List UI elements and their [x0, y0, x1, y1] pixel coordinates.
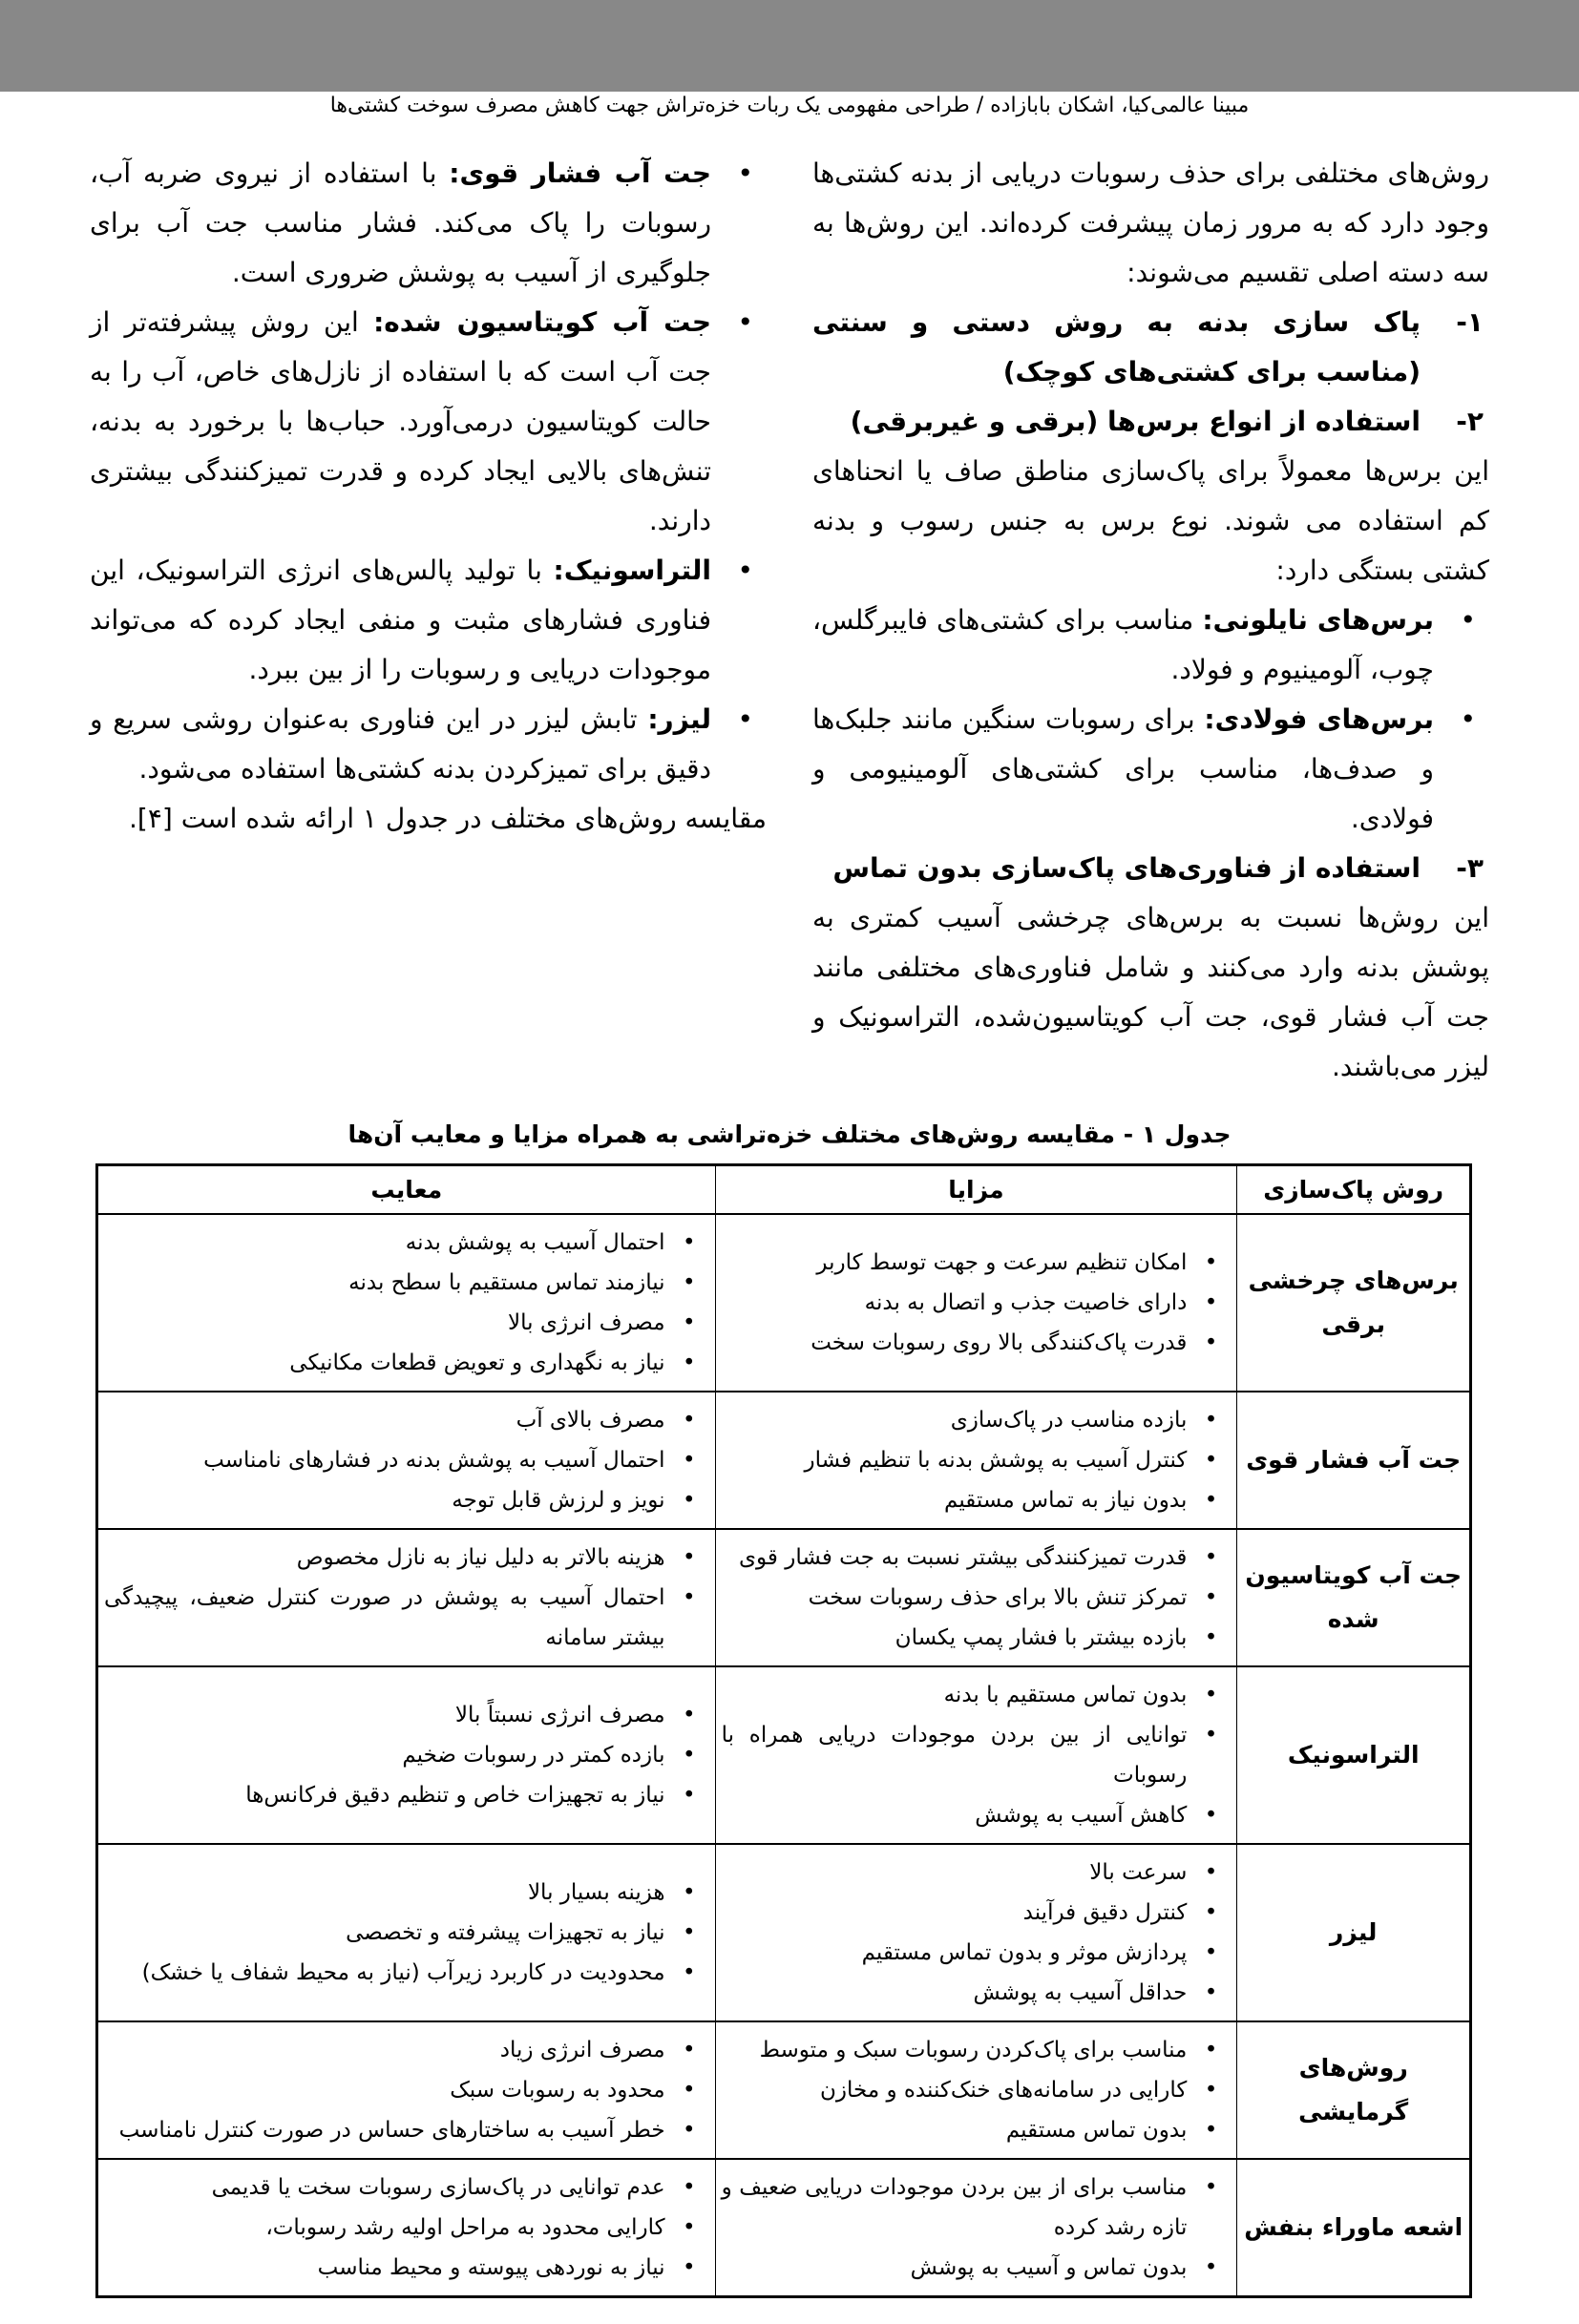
- pros-list: [722, 1243, 1232, 1363]
- table-bullet-item: • کارایی محدود به مراحل اولیه رشد رسوبات،: [104, 2208, 709, 2248]
- table-row: [97, 1844, 1471, 2021]
- table-bullet-item: • دارای خاصیت جذب و اتصال به بدنه: [722, 1283, 1232, 1323]
- header-method: روش پاک‌سازی: [1237, 1165, 1471, 1215]
- list-item: [90, 695, 767, 794]
- column-left: [90, 149, 767, 1092]
- bullet-text: تابش لیزر در این فناوری به‌عنوان روشی سریع و دقیق برای تمیزکردن بدنه کشتی‌ها استفاده می‌شود.: [90, 703, 711, 785]
- pros-list: [722, 1853, 1232, 2013]
- pros-cell: [715, 1392, 1237, 1529]
- pros-list: [722, 2167, 1232, 2288]
- table-bullet-item: • نیازمند تماس مستقیم با سطح بدنه: [104, 1263, 709, 1303]
- bullet-text: مناسب برای کشتی‌های فایبرگلس، چوب، آلومینیوم و فولاد.: [812, 604, 1434, 685]
- pros-cell: [715, 1666, 1237, 1844]
- cons-list: [104, 1873, 709, 1993]
- method-cell: اشعه ماوراء بنفش: [1237, 2159, 1471, 2297]
- bullet-label: برس‌های فولادی:: [1204, 703, 1435, 735]
- table-bullet-item: • بدون تماس و آسیب به پوشش: [722, 2248, 1232, 2288]
- method-cell: جت آب فشار قوی: [1237, 1392, 1471, 1529]
- pros-list: [722, 1538, 1232, 1658]
- table-bullet-item: • کاهش آسیب به پوشش: [722, 1795, 1232, 1835]
- table-row: [97, 1392, 1471, 1529]
- article-body: [90, 149, 1489, 1092]
- cons-list: [104, 1223, 709, 1383]
- header-pros: مزایا: [715, 1165, 1237, 1215]
- table-bullet-item: • احتمال آسیب به پوشش بدنه: [104, 1223, 709, 1263]
- table-bullet-item: • مصرف انرژی بالا: [104, 1303, 709, 1343]
- table-header-row: [97, 1165, 1471, 1215]
- header-cons: معایب: [97, 1165, 716, 1215]
- table-bullet-item: • بازده کمتر در رسوبات ضخیم: [104, 1735, 709, 1775]
- table-bullet-item: • مصرف انرژی زیاد: [104, 2030, 709, 2070]
- comparison-table: [95, 1163, 1472, 2298]
- cons-list: [104, 1695, 709, 1815]
- table-bullet-item: • پردازش موثر و بدون تماس مستقیم: [722, 1933, 1232, 1973]
- table-bullet-item: • بازده بیشتر با فشار پمپ یکسان: [722, 1618, 1232, 1658]
- pros-cell: [715, 2021, 1237, 2159]
- item-text: پاک سازی بدنه به روش دستی و سنتی (مناسب برای کشتی‌های کوچک): [812, 306, 1421, 387]
- item-number: ۲-: [1456, 406, 1484, 437]
- table-bullet-item: • بدون نیاز به تماس مستقیم: [722, 1480, 1232, 1520]
- table-bullet-item: • نیاز به تجهیزات خاص و تنظیم دقیق فرکانس‌ها: [104, 1775, 709, 1815]
- cons-cell: [97, 2159, 716, 2297]
- table-bullet-item: • بدون تماس مستقیم با بدنه: [722, 1675, 1232, 1715]
- table-bullet-item: • توانایی از بین بردن موجودات دریایی همراه با رسوبات: [722, 1715, 1232, 1795]
- table-row: [97, 1214, 1471, 1392]
- numbered-item-1: [812, 298, 1489, 397]
- table-bullet-item: • نویز و لرزش قابل توجه: [104, 1480, 709, 1520]
- method-cell: روش‌های گرمایشی: [1237, 2021, 1471, 2159]
- pros-cell: [715, 2159, 1237, 2297]
- technologies-list: [90, 149, 767, 794]
- brush-types-list: [812, 596, 1489, 844]
- numbered-item-3: [812, 844, 1489, 893]
- bullet-label: برس‌های نایلونی:: [1202, 604, 1434, 636]
- cons-cell: [97, 2021, 716, 2159]
- table-bullet-item: • تمرکز تنش بالا برای حذف رسوبات سخت: [722, 1578, 1232, 1618]
- table-bullet-item: • کارایی در سامانه‌های خنک‌کننده و مخازن: [722, 2070, 1232, 2110]
- table-bullet-item: • نیاز به تجهیزات پیشرفته و تخصصی: [104, 1913, 709, 1953]
- contactless-paragraph: این روش‌ها نسبت به برس‌های چرخشی آسیب کمتری به پوشش بدنه وارد می‌کنند و شامل فناوری‌های مختلفی مانند جت آب فشار قوی، جت آب کویتاسیون‌شده، التراسونیک و لیزر می‌باشند.: [812, 902, 1489, 1082]
- table-bullet-item: • محدودیت در کاربرد زیرآب (نیاز به محیط شفاف یا خشک): [104, 1953, 709, 1993]
- running-head: مبینا عالمی‌کیا، اشکان بابازاده / طراحی مفهومی یک ربات خزه‌تراش جهت کاهش مصرف سوخت کشتی‌ها: [329, 94, 1250, 117]
- cons-cell: [97, 1214, 716, 1392]
- method-cell: جت آب کویتاسیون شده: [1237, 1529, 1471, 1666]
- table-bullet-item: • خطر آسیب به ساختارهای حساس در صورت کنترل نامناسب: [104, 2110, 709, 2150]
- column-right: [812, 149, 1489, 1092]
- bullet-text: برای رسوبات سنگین مانند جلبک‌ها و صدف‌ها، مناسب برای کشتی‌های آلومینیومی و فولادی.: [812, 703, 1434, 834]
- numbered-item-2: [812, 397, 1489, 447]
- table-bullet-item: • بازده مناسب در پاک‌سازی: [722, 1400, 1232, 1440]
- pros-cell: [715, 1214, 1237, 1392]
- bullet-label: لیزر:: [647, 703, 711, 735]
- table-bullet-item: • هزینه بسیار بالا: [104, 1873, 709, 1913]
- pros-cell: [715, 1529, 1237, 1666]
- closing-sentence: مقایسه روش‌های مختلف در جدول ۱ ارائه شده است [۴].: [129, 803, 767, 834]
- bullet-text: با استفاده از نیروی ضربه آب، رسوبات را پاک می‌کند. فشار مناسب جت آب برای جلوگیری از آسیب به پوشش ضروری است.: [90, 157, 711, 288]
- cons-list: [104, 1400, 709, 1520]
- cons-list: [104, 2167, 709, 2288]
- table-bullet-item: • احتمال آسیب به پوشش بدنه در فشارهای نامناسب: [104, 1440, 709, 1480]
- list-item: [812, 695, 1489, 844]
- intro-paragraph: روش‌های مختلفی برای حذف رسوبات دریایی از بدنه کشتی‌ها وجود دارد که به مرور زمان پیشرفت کرده‌اند. این روش‌ها به سه دسته اصلی تقسیم می‌شوند:: [812, 157, 1489, 288]
- pros-list: [722, 1400, 1232, 1520]
- cons-cell: [97, 1844, 716, 2021]
- table-bullet-item: • حداقل آسیب به پوشش: [722, 1973, 1232, 2013]
- comparison-table-body: [97, 1214, 1471, 2297]
- table-row: [97, 2159, 1471, 2297]
- table-bullet-item: • کنترل دقیق فرآیند: [722, 1893, 1232, 1933]
- list-item: [90, 546, 767, 695]
- bullet-label: التراسونیک:: [553, 555, 711, 586]
- pros-cell: [715, 1844, 1237, 2021]
- item-text: استفاده از فناوری‌های پاک‌سازی بدون تماس: [832, 852, 1421, 884]
- bullet-text: این روش پیشرفته‌تر از جت آب است که با استفاده از نازل‌های خاص، آب را به حالت کویتاسیون درمی‌آورد. حباب‌ها با برخورد به بدنه، تنش‌های بالایی ایجاد کرده و قدرت تمیزکنندگی بیشتری دارند.: [90, 306, 711, 536]
- cons-list: [104, 1538, 709, 1658]
- list-item: [812, 596, 1489, 695]
- bullet-text: با تولید پالس‌های انرژی التراسونیک، این فناوری فشارهای مثبت و منفی ایجاد کرده که می‌تواند موجودات دریایی و رسوبات را از بین ببرد.: [90, 555, 711, 685]
- cons-list: [104, 2030, 709, 2150]
- table-bullet-item: • سرعت بالا: [722, 1853, 1232, 1893]
- bullet-label: جت آب کویتاسیون شده:: [373, 306, 711, 338]
- pros-list: [722, 1675, 1232, 1835]
- cons-cell: [97, 1529, 716, 1666]
- table-bullet-item: • کنترل آسیب به پوشش بدنه با تنظیم فشار: [722, 1440, 1232, 1480]
- table-bullet-item: • عدم توانایی در پاک‌سازی رسوبات سخت یا قدیمی: [104, 2167, 709, 2208]
- brushes-paragraph: این برس‌ها معمولاً برای پاک‌سازی مناطق صاف یا انحناهای کم استفاده می شوند. نوع برس به جنس رسوب و بدنه کشتی بستگی دارد:: [812, 455, 1489, 586]
- item-number: ۳-: [1456, 852, 1484, 884]
- table-bullet-item: • قدرت پاک‌کنندگی بالا روی رسوبات سخت: [722, 1323, 1232, 1363]
- table-bullet-item: • قدرت تمیزکنندگی بیشتر نسبت به جت فشار قوی: [722, 1538, 1232, 1578]
- table-row: [97, 2021, 1471, 2159]
- item-text: استفاده از انواع برس‌ها (برقی و غیربرقی): [850, 406, 1421, 437]
- method-cell: لیزر: [1237, 1844, 1471, 2021]
- table-bullet-item: • محدود به رسوبات سبک: [104, 2070, 709, 2110]
- cons-cell: [97, 1666, 716, 1844]
- table-caption: جدول ۱ - مقایسه روش‌های مختلف خزه‌تراشی به همراه مزایا و معایب آن‌ها: [347, 1120, 1232, 1148]
- table-bullet-item: • مناسب برای از بین بردن موجودات دریایی ضعیف و تازه رشد کرده: [722, 2167, 1232, 2248]
- list-item: [90, 298, 767, 546]
- table-bullet-item: • امکان تنظیم سرعت و جهت توسط کاربر: [722, 1243, 1232, 1283]
- table-bullet-item: • مصرف انرژی نسبتاً بالا: [104, 1695, 709, 1735]
- table-bullet-item: • مناسب برای پاک‌کردن رسوبات سبک و متوسط: [722, 2030, 1232, 2070]
- method-cell: التراسونیک: [1237, 1666, 1471, 1844]
- pros-list: [722, 2030, 1232, 2150]
- table-bullet-item: • هزینه بالاتر به دلیل نیاز به نازل مخصوص: [104, 1538, 709, 1578]
- item-number: ۱-: [1456, 306, 1484, 338]
- table-row: [97, 1529, 1471, 1666]
- bullet-label: جت آب فشار قوی:: [449, 157, 712, 189]
- document-page: [0, 92, 1579, 2324]
- table-row: [97, 1666, 1471, 1844]
- table-bullet-item: • نیاز به نگهداری و تعویض قطعات مکانیکی: [104, 1343, 709, 1383]
- table-bullet-item: • نیاز به نوردهی پیوسته و محیط مناسب: [104, 2248, 709, 2288]
- list-item: [90, 149, 767, 298]
- table-bullet-item: • احتمال آسیب به پوشش در صورت کنترل ضعیف، پیچیدگی بیشتر سامانه: [104, 1578, 709, 1658]
- table-bullet-item: • مصرف بالای آب: [104, 1400, 709, 1440]
- cons-cell: [97, 1392, 716, 1529]
- table-bullet-item: • بدون تماس مستقیم: [722, 2110, 1232, 2150]
- method-cell: برس‌های چرخشی برقی: [1237, 1214, 1471, 1392]
